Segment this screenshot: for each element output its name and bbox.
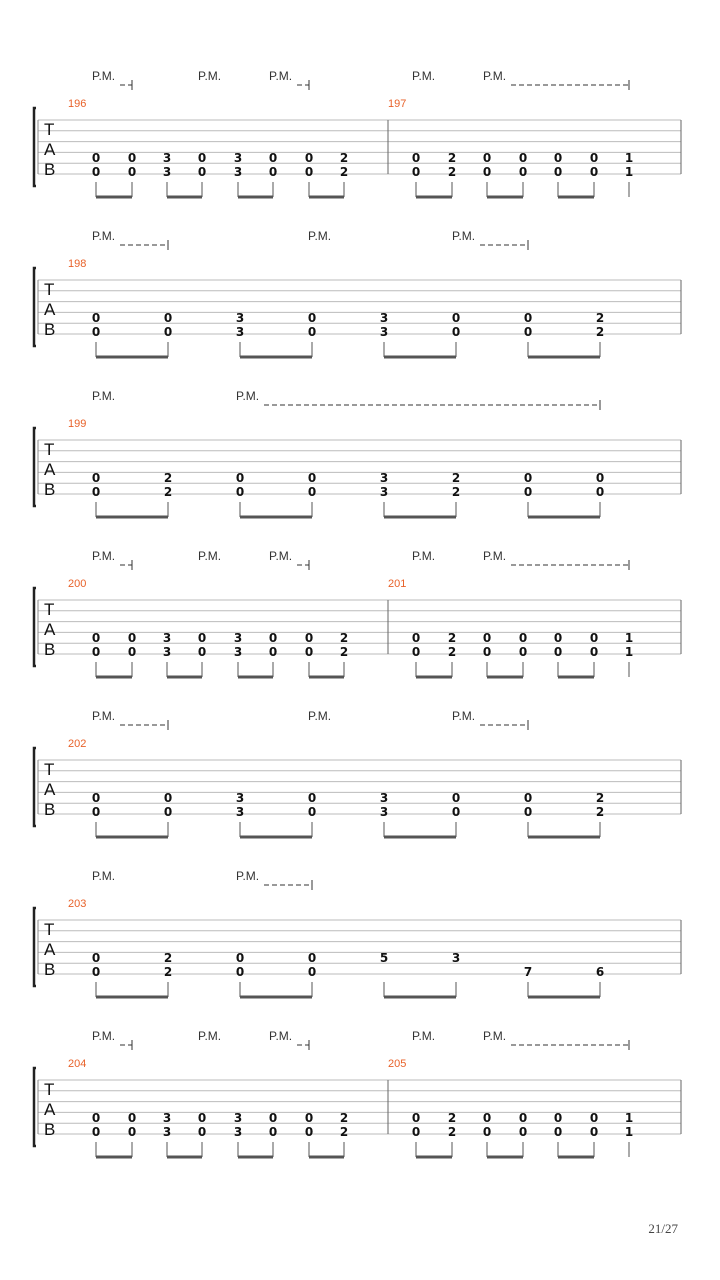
fret-number: 3 — [162, 1111, 172, 1126]
fret-number: 0 — [268, 645, 278, 659]
fret-number: 3 — [379, 805, 389, 819]
tab-clef-letter: A — [44, 460, 56, 479]
fret-number: 2 — [447, 1111, 457, 1126]
fret-number: 3 — [233, 1111, 243, 1126]
fret-number: 2 — [447, 1125, 457, 1139]
palm-mute-label: P.M. — [198, 1029, 222, 1043]
fret-number: 0 — [127, 151, 137, 166]
fret-number: 0 — [518, 645, 528, 659]
fret-number: 0 — [127, 631, 137, 646]
page-number: 21/27 — [648, 1221, 678, 1236]
fret-number: 0 — [482, 1125, 492, 1139]
fret-number: 0 — [268, 1111, 278, 1126]
tab-clef-letter: A — [44, 940, 56, 959]
palm-mute-label: P.M. — [236, 389, 260, 403]
fret-number: 0 — [127, 1111, 137, 1126]
fret-number: 0 — [553, 165, 563, 179]
fret-number: 0 — [235, 485, 245, 499]
fret-number: 0 — [451, 805, 461, 819]
fret-number: 0 — [553, 645, 563, 659]
fret-number: 0 — [307, 325, 317, 339]
fret-number: 0 — [127, 165, 137, 179]
fret-number: 2 — [447, 631, 457, 646]
fret-number: 0 — [589, 631, 599, 646]
measure-number: 196 — [68, 98, 87, 110]
system-bracket — [34, 908, 36, 986]
fret-number: 0 — [307, 471, 317, 486]
tab-clef-letter: A — [44, 620, 56, 639]
fret-number: 3 — [379, 485, 389, 499]
measure-number: 200 — [68, 578, 87, 590]
fret-number: 0 — [163, 791, 173, 806]
fret-number: 0 — [523, 311, 533, 326]
system-bracket — [34, 268, 36, 346]
system-bracket — [34, 1068, 36, 1146]
fret-number: 0 — [482, 151, 492, 166]
palm-mute-label: P.M. — [483, 1029, 507, 1043]
fret-number: 3 — [162, 151, 172, 166]
palm-mute-label: P.M. — [198, 549, 222, 563]
fret-number: 0 — [595, 471, 605, 486]
fret-number: 2 — [595, 325, 605, 339]
fret-number: 0 — [91, 805, 101, 819]
fret-number: 2 — [163, 965, 173, 979]
palm-mute-label: P.M. — [236, 869, 260, 883]
fret-number: 0 — [482, 1111, 492, 1126]
fret-number: 0 — [523, 791, 533, 806]
palm-mute-label: P.M. — [92, 869, 116, 883]
staff-system — [34, 1029, 681, 1157]
fret-number: 0 — [307, 965, 317, 979]
fret-number: 0 — [307, 791, 317, 806]
fret-number: 0 — [91, 1125, 101, 1139]
fret-number: 0 — [197, 151, 207, 166]
tab-clef-letter: T — [44, 760, 55, 779]
fret-number: 3 — [379, 791, 389, 806]
fret-number: 0 — [304, 165, 314, 179]
fret-number: 0 — [197, 645, 207, 659]
palm-mute-label: P.M. — [269, 549, 293, 563]
fret-number: 0 — [518, 151, 528, 166]
palm-mute-label: P.M. — [483, 549, 507, 563]
system-bracket — [34, 428, 36, 506]
fret-number: 3 — [235, 805, 245, 819]
fret-number: 3 — [235, 791, 245, 806]
fret-number: 2 — [339, 1125, 349, 1139]
measure-number: 203 — [68, 898, 87, 910]
palm-mute-label: P.M. — [92, 1029, 116, 1043]
staff-system — [34, 389, 681, 517]
staff-system — [34, 709, 681, 837]
fret-number: 2 — [451, 471, 461, 486]
fret-number: 3 — [233, 151, 243, 166]
fret-number: 0 — [304, 631, 314, 646]
fret-number: 0 — [91, 631, 101, 646]
palm-mute-label: P.M. — [412, 1029, 436, 1043]
fret-number: 0 — [307, 951, 317, 966]
tab-clef-letter: B — [44, 640, 56, 659]
fret-number: 0 — [482, 645, 492, 659]
tab-clef-letter: T — [44, 920, 55, 939]
measure-number: 197 — [388, 98, 407, 110]
fret-number: 0 — [304, 151, 314, 166]
fret-number: 0 — [268, 1125, 278, 1139]
staff-system — [34, 549, 681, 677]
tab-clef-letter: A — [44, 140, 56, 159]
palm-mute-label: P.M. — [452, 229, 476, 243]
measure-number: 201 — [388, 578, 407, 590]
palm-mute-label: P.M. — [269, 69, 293, 83]
fret-number: 3 — [379, 471, 389, 486]
palm-mute-label: P.M. — [412, 549, 436, 563]
fret-number: 3 — [162, 165, 172, 179]
tab-clef-letter: A — [44, 300, 56, 319]
fret-number: 0 — [163, 805, 173, 819]
fret-number: 0 — [197, 631, 207, 646]
fret-number: 0 — [197, 165, 207, 179]
fret-number: 3 — [233, 645, 243, 659]
measure-number: 198 — [68, 258, 87, 270]
fret-number: 3 — [233, 631, 243, 646]
fret-number: 0 — [451, 325, 461, 339]
fret-number: 0 — [523, 485, 533, 499]
fret-number: 0 — [235, 471, 245, 486]
fret-number: 2 — [339, 165, 349, 179]
palm-mute-label: P.M. — [92, 229, 116, 243]
fret-number: 3 — [235, 311, 245, 326]
staff-system — [34, 229, 681, 357]
fret-number: 6 — [595, 965, 605, 979]
tab-clef-letter: B — [44, 320, 56, 339]
fret-number: 5 — [379, 951, 389, 966]
fret-number: 0 — [91, 471, 101, 486]
fret-number: 0 — [451, 311, 461, 326]
fret-number: 0 — [411, 165, 421, 179]
system-bracket — [34, 748, 36, 826]
fret-number: 3 — [233, 1125, 243, 1139]
fret-number: 0 — [589, 165, 599, 179]
fret-number: 0 — [127, 645, 137, 659]
fret-number: 0 — [163, 311, 173, 326]
fret-number: 2 — [339, 631, 349, 646]
fret-number: 0 — [197, 1125, 207, 1139]
fret-number: 3 — [379, 325, 389, 339]
fret-number: 0 — [91, 791, 101, 806]
tab-clef-letter: T — [44, 440, 55, 459]
fret-number: 0 — [589, 1125, 599, 1139]
fret-number: 0 — [268, 165, 278, 179]
tab-clef-letter: B — [44, 160, 56, 179]
tab-clef-letter: B — [44, 480, 56, 499]
fret-number: 3 — [162, 1125, 172, 1139]
fret-number: 0 — [411, 1125, 421, 1139]
fret-number: 0 — [91, 325, 101, 339]
fret-number: 0 — [91, 151, 101, 166]
fret-number: 0 — [518, 1111, 528, 1126]
fret-number: 3 — [162, 631, 172, 646]
fret-number: 0 — [553, 631, 563, 646]
fret-number: 0 — [91, 965, 101, 979]
palm-mute-label: P.M. — [483, 69, 507, 83]
fret-number: 0 — [307, 805, 317, 819]
fret-number: 0 — [91, 1111, 101, 1126]
palm-mute-label: P.M. — [198, 69, 222, 83]
fret-number: 0 — [91, 645, 101, 659]
fret-number: 0 — [411, 1111, 421, 1126]
fret-number: 2 — [339, 1111, 349, 1126]
palm-mute-label: P.M. — [412, 69, 436, 83]
fret-number: 1 — [624, 1111, 634, 1126]
fret-number: 1 — [624, 1125, 634, 1139]
fret-number: 0 — [91, 485, 101, 499]
fret-number: 0 — [235, 951, 245, 966]
fret-number: 2 — [339, 151, 349, 166]
tab-clef-letter: T — [44, 600, 55, 619]
palm-mute-label: P.M. — [269, 1029, 293, 1043]
system-bracket — [34, 588, 36, 666]
fret-number: 2 — [447, 151, 457, 166]
fret-number: 0 — [307, 311, 317, 326]
system-bracket — [34, 108, 36, 186]
tab-clef-letter: T — [44, 1080, 55, 1099]
fret-number: 0 — [523, 325, 533, 339]
fret-number: 1 — [624, 165, 634, 179]
fret-number: 0 — [197, 1111, 207, 1126]
fret-number: 3 — [379, 311, 389, 326]
fret-number: 7 — [523, 965, 533, 979]
tab-clef-letter: T — [44, 120, 55, 139]
fret-number: 0 — [553, 1111, 563, 1126]
fret-number: 0 — [91, 311, 101, 326]
staff-system — [34, 69, 681, 197]
fret-number: 0 — [518, 631, 528, 646]
fret-number: 2 — [451, 485, 461, 499]
fret-number: 2 — [339, 645, 349, 659]
fret-number: 1 — [624, 645, 634, 659]
fret-number: 2 — [595, 311, 605, 326]
palm-mute-label: P.M. — [92, 709, 116, 723]
palm-mute-label: P.M. — [92, 389, 116, 403]
fret-number: 2 — [163, 485, 173, 499]
measure-number: 202 — [68, 738, 87, 750]
fret-number: 0 — [304, 645, 314, 659]
fret-number: 0 — [163, 325, 173, 339]
fret-number: 0 — [304, 1125, 314, 1139]
palm-mute-label: P.M. — [92, 69, 116, 83]
fret-number: 0 — [553, 1125, 563, 1139]
fret-number: 0 — [127, 1125, 137, 1139]
tab-clef-letter: A — [44, 780, 56, 799]
tab-clef-letter: B — [44, 960, 56, 979]
fret-number: 0 — [451, 791, 461, 806]
fret-number: 0 — [523, 805, 533, 819]
fret-number: 0 — [91, 165, 101, 179]
fret-number: 0 — [411, 631, 421, 646]
measure-number: 199 — [68, 418, 87, 430]
fret-number: 1 — [624, 151, 634, 166]
fret-number: 0 — [91, 951, 101, 966]
fret-number: 0 — [235, 965, 245, 979]
fret-number: 2 — [595, 805, 605, 819]
fret-number: 0 — [304, 1111, 314, 1126]
fret-number: 3 — [451, 951, 461, 966]
fret-number: 0 — [411, 151, 421, 166]
palm-mute-label: P.M. — [308, 229, 332, 243]
fret-number: 0 — [553, 151, 563, 166]
fret-number: 0 — [589, 645, 599, 659]
fret-number: 0 — [518, 1125, 528, 1139]
fret-number: 1 — [624, 631, 634, 646]
fret-number: 2 — [163, 951, 173, 966]
measure-number: 204 — [68, 1058, 87, 1070]
tab-clef-letter: T — [44, 280, 55, 299]
tab-clef-letter: B — [44, 800, 56, 819]
palm-mute-label: P.M. — [92, 549, 116, 563]
palm-mute-label: P.M. — [308, 709, 332, 723]
fret-number: 0 — [268, 151, 278, 166]
fret-number: 2 — [163, 471, 173, 486]
tab-clef-letter: B — [44, 1120, 56, 1139]
fret-number: 0 — [482, 631, 492, 646]
palm-mute-label: P.M. — [452, 709, 476, 723]
fret-number: 0 — [595, 485, 605, 499]
fret-number: 3 — [162, 645, 172, 659]
fret-number: 0 — [523, 471, 533, 486]
fret-number: 0 — [411, 645, 421, 659]
fret-number: 0 — [589, 151, 599, 166]
fret-number: 3 — [233, 165, 243, 179]
fret-number: 2 — [447, 165, 457, 179]
tab-clef-letter: A — [44, 1100, 56, 1119]
fret-number: 2 — [447, 645, 457, 659]
fret-number: 0 — [482, 165, 492, 179]
fret-number: 0 — [518, 165, 528, 179]
fret-number: 0 — [589, 1111, 599, 1126]
staff-system — [34, 869, 681, 997]
fret-number: 2 — [595, 791, 605, 806]
fret-number: 0 — [268, 631, 278, 646]
fret-number: 0 — [307, 485, 317, 499]
measure-number: 205 — [388, 1058, 407, 1070]
fret-number: 3 — [235, 325, 245, 339]
